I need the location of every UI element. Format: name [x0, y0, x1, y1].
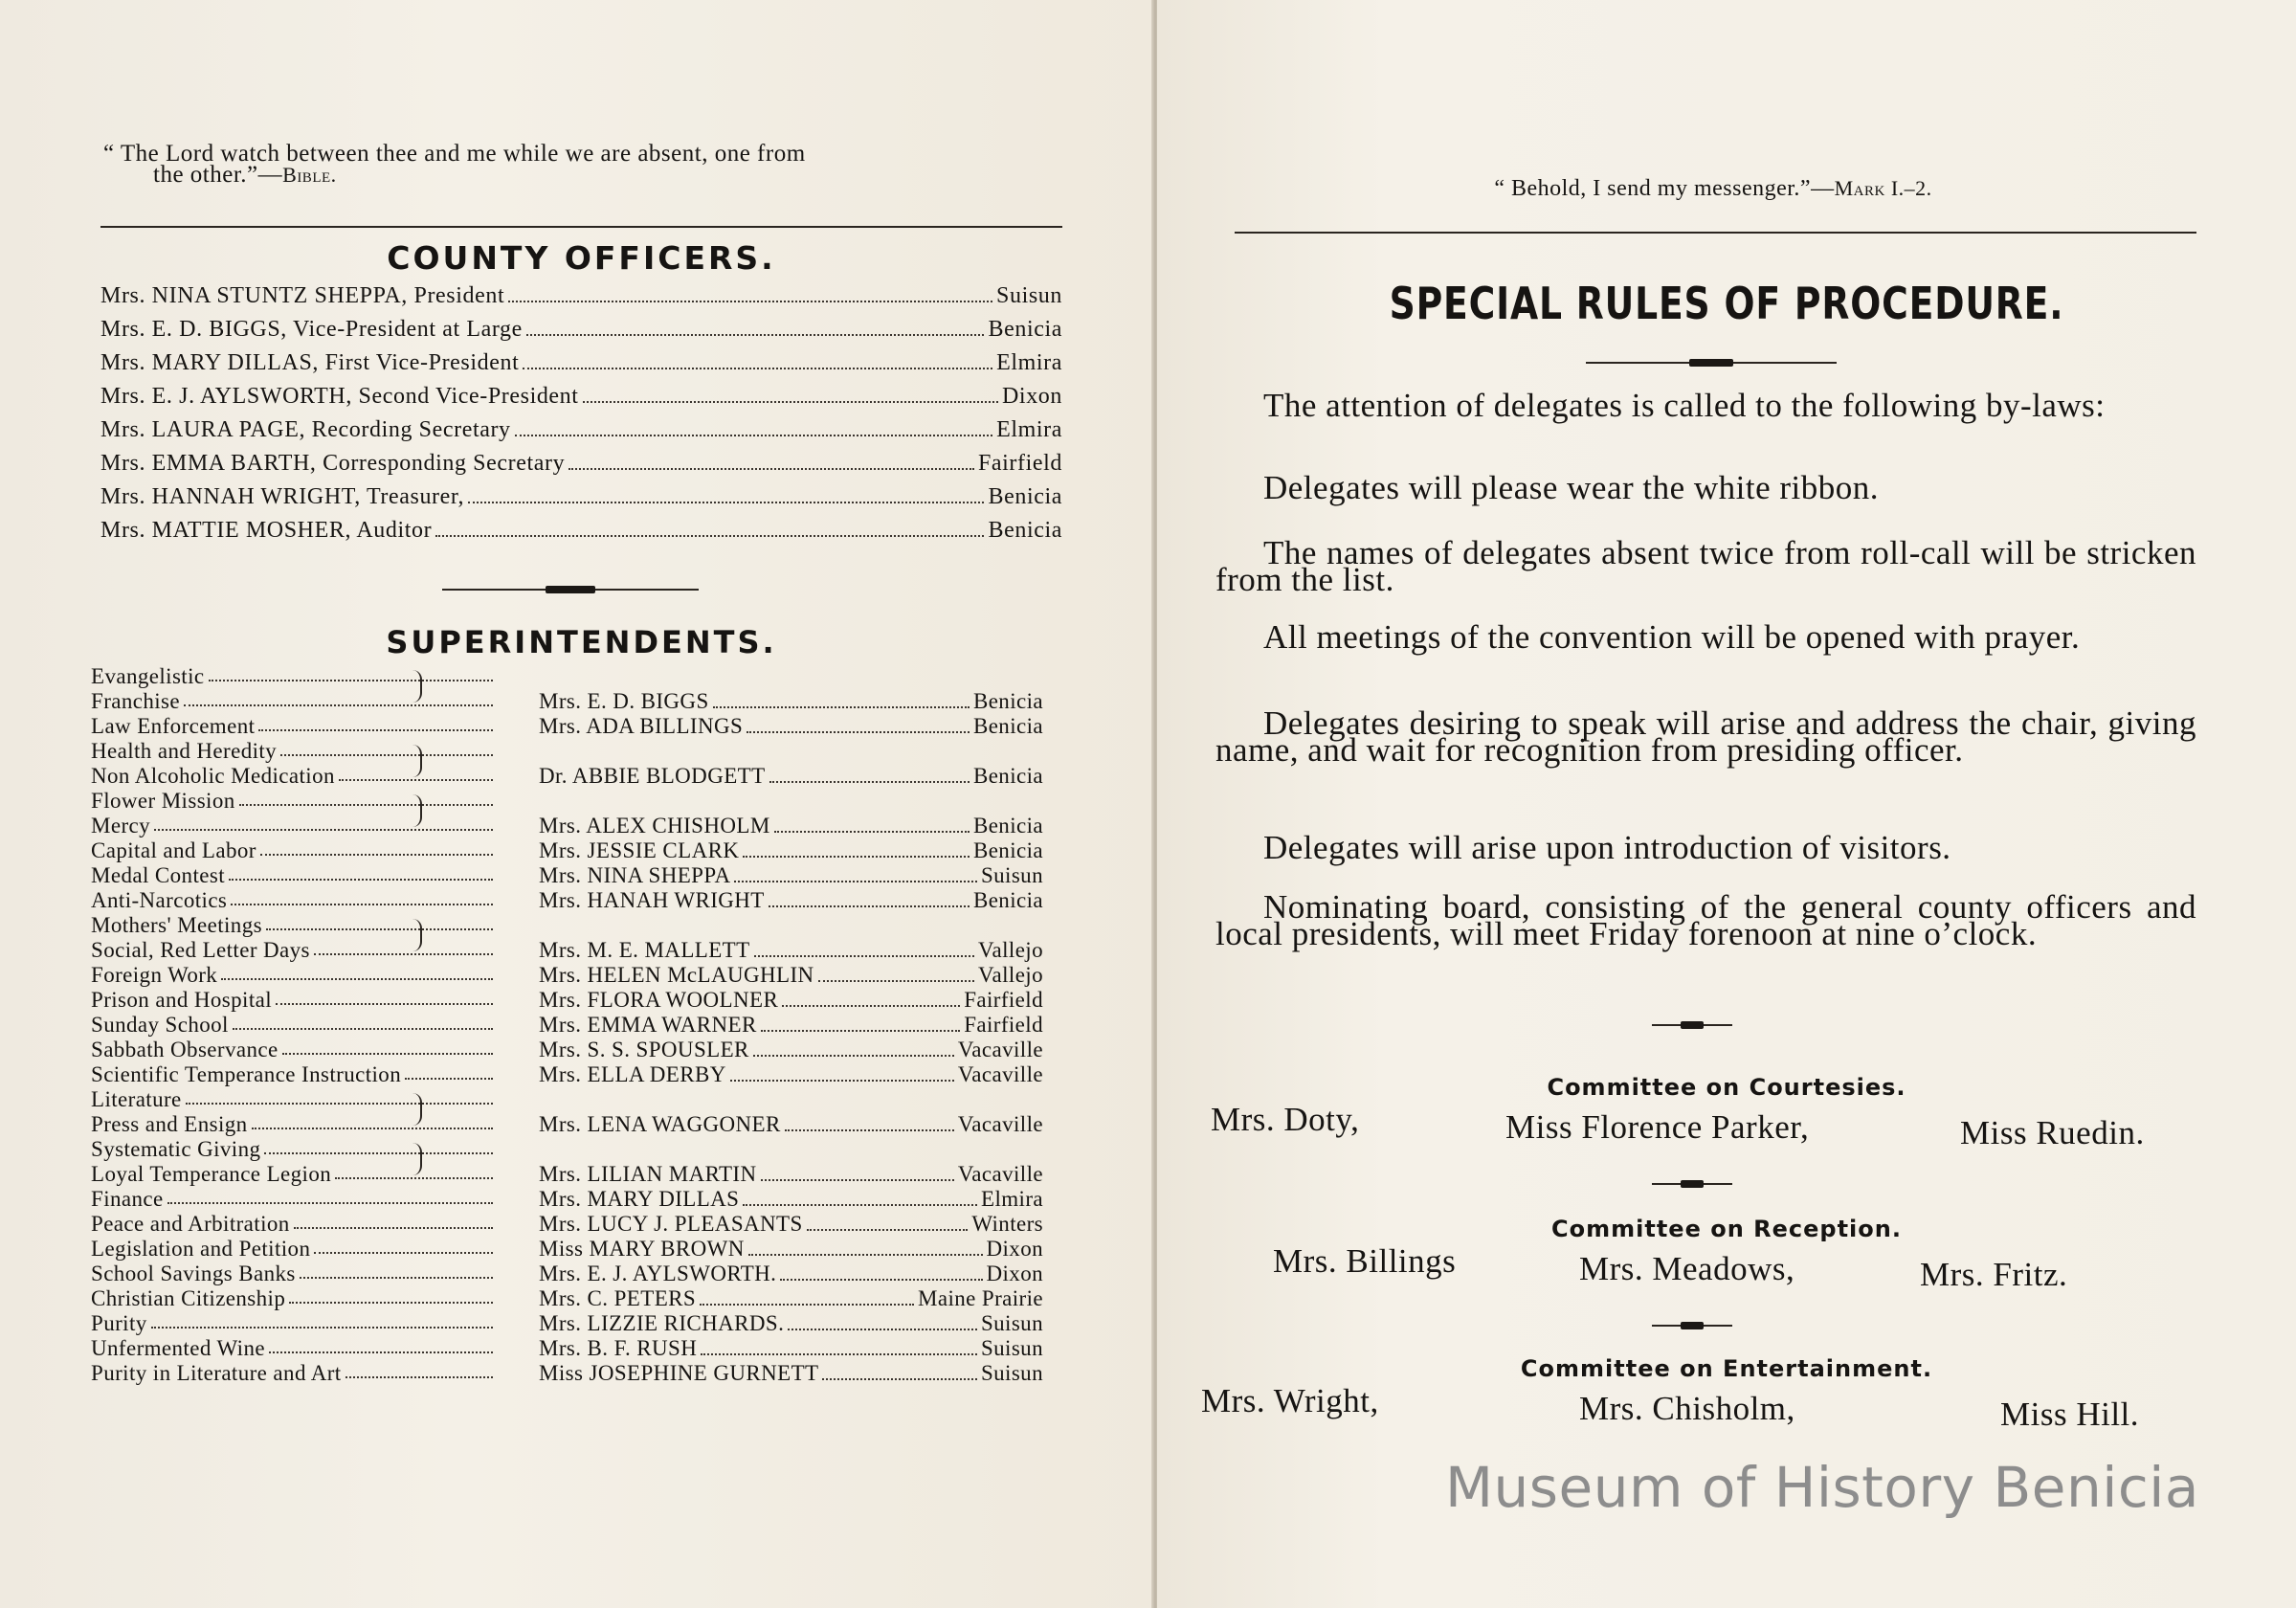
superintendent-name: Mrs. ALEX CHISHOLM — [539, 814, 770, 838]
dot-leader — [252, 1128, 493, 1129]
department-name: Evangelistic — [91, 664, 205, 688]
superintendent-name: Mrs. FLORA WOOLNER — [539, 988, 779, 1012]
dot-leader — [339, 779, 493, 781]
committee-member: Miss Ruedin. — [1960, 1114, 2145, 1151]
rules-heading: SPECIAL RULES OF PROCEDURE. — [1389, 278, 2064, 329]
committee-ornament — [1652, 1020, 1732, 1030]
dot-leader — [769, 890, 970, 907]
superintendent-row — [91, 1237, 1043, 1262]
department-name: Sabbath Observance — [91, 1038, 279, 1061]
superintendent-row — [91, 1162, 1043, 1187]
superintendent-row — [91, 963, 1043, 988]
dot-leader — [774, 815, 970, 833]
superintendent-name: Mrs. E. J. AYLSWORTH. — [539, 1262, 777, 1285]
right-epigraph-text: “ Behold, I send my messenger.”— — [1494, 176, 1835, 201]
superintendent-name: Mrs. JESSIE CLARK — [539, 838, 740, 862]
dot-leader — [583, 384, 998, 403]
superintendent-row — [91, 814, 1043, 838]
superintendent-row — [91, 1187, 1043, 1212]
dot-leader — [468, 484, 984, 503]
committee-member: Mrs. Wright, — [1201, 1382, 1379, 1419]
superintendent-place: Suisun — [980, 1311, 1043, 1335]
department-name: Press and Ensign — [91, 1112, 248, 1136]
dot-leader — [221, 978, 493, 980]
officer-place: Fairfield — [977, 451, 1062, 476]
right-header-rule — [1235, 232, 2196, 234]
officer-row — [100, 317, 1062, 349]
officer-place: Dixon — [1002, 384, 1062, 409]
dot-leader — [807, 1214, 969, 1231]
dot-leader — [754, 940, 974, 957]
committee-ornament — [1652, 1179, 1732, 1189]
dot-leader — [818, 965, 975, 982]
dot-leader — [568, 451, 974, 470]
officer-place: Benicia — [988, 484, 1062, 509]
rule-white-ribbon: Delegates will please wear the white ribbon. — [1263, 469, 1880, 506]
superintendent-row — [91, 1087, 1043, 1112]
committee-member: Mrs. Doty, — [1211, 1101, 1360, 1138]
rules-ornament — [1586, 358, 1837, 368]
superintendent-name: Mrs. NINA SHEPPA — [539, 863, 731, 887]
department-name: Peace and Arbitration — [91, 1212, 290, 1236]
superintendent-row — [91, 789, 1043, 814]
right-epigraph — [1235, 178, 2192, 199]
officer-place: Elmira — [996, 350, 1062, 375]
superintendent-row — [91, 863, 1043, 888]
superintendent-row — [91, 714, 1043, 739]
dot-leader — [747, 716, 970, 733]
department-name: Mothers' Meetings — [91, 913, 262, 937]
brace-flower-mercy — [407, 794, 422, 827]
officer-row — [100, 384, 1062, 416]
officer-row — [100, 484, 1062, 517]
committee-member: Miss Hill. — [2000, 1396, 2140, 1433]
dot-leader — [743, 840, 970, 858]
dot-leader — [229, 879, 493, 881]
department-name: Non Alcoholic Medication — [91, 764, 335, 788]
dot-leader — [405, 1078, 493, 1080]
dot-leader — [743, 1189, 977, 1206]
superintendent-row — [91, 1336, 1043, 1361]
department-name: Prison and Hospital — [91, 988, 273, 1012]
dot-leader — [233, 1028, 493, 1030]
department-name: Purity — [91, 1311, 147, 1335]
officer-name: Mrs. EMMA BARTH, Corresponding Secretary — [100, 451, 566, 476]
officers-heading: COUNTY OFFICERS. — [387, 239, 776, 277]
superintendent-row — [91, 1038, 1043, 1062]
dot-leader — [730, 1064, 954, 1082]
dot-leader — [154, 829, 493, 831]
superintendent-row — [91, 1212, 1043, 1237]
dot-leader — [186, 1103, 493, 1105]
superintendent-name: Mrs. M. E. MALLETT — [539, 938, 750, 962]
dot-leader — [748, 1239, 983, 1256]
dot-leader — [515, 417, 992, 436]
superintendent-name: Mrs. S. S. SPOUSLER — [539, 1038, 749, 1061]
superintendent-place: Vallejo — [978, 938, 1043, 962]
superintendent-name: Mrs. ADA BILLINGS — [539, 714, 744, 738]
superintendent-place: Suisun — [980, 863, 1043, 887]
department-name: Law Enforcement — [91, 714, 256, 738]
superintendent-place: Benicia — [972, 888, 1043, 912]
committee-title: Committee on Entertainment. — [1520, 1355, 1933, 1382]
dot-leader — [280, 754, 493, 756]
rule-prayer: All meetings of the convention will be opened with prayer. — [1263, 618, 2081, 656]
officer-place: Benicia — [988, 317, 1062, 342]
left-header-rule — [100, 226, 1062, 228]
superintendent-row — [91, 1062, 1043, 1087]
officer-name: Mrs. LAURA PAGE, Recording Secretary — [100, 417, 511, 442]
department-name: Flower Mission — [91, 789, 235, 813]
dot-leader — [300, 1277, 493, 1279]
officer-row — [100, 350, 1062, 383]
brace-literature-press — [407, 1093, 422, 1126]
officer-place: Elmira — [996, 417, 1062, 442]
superintendent-name: Mrs. B. F. RUSH — [539, 1336, 698, 1360]
museum-watermark: Museum of History Benicia — [1445, 1455, 2199, 1520]
superintendent-row — [91, 938, 1043, 963]
superintendent-place: Benicia — [972, 689, 1043, 713]
superintendent-name: Mrs. LIZZIE RICHARDS. — [539, 1311, 785, 1335]
department-name: Legislation and Petition — [91, 1237, 311, 1261]
dot-leader — [788, 1313, 977, 1330]
superintendent-place: Fairfield — [964, 1013, 1043, 1037]
officer-name: Mrs. MARY DILLAS, First Vice-President — [100, 350, 520, 375]
dot-leader — [785, 1114, 954, 1131]
dot-leader — [734, 865, 976, 882]
dot-leader — [314, 953, 493, 955]
dot-leader — [258, 729, 493, 731]
department-name: Christian Citizenship — [91, 1286, 286, 1310]
dot-leader — [761, 1015, 960, 1032]
superintendent-name: Miss JOSEPHINE GURNETT — [539, 1361, 819, 1385]
dot-leader — [184, 704, 493, 706]
left-epigraph — [103, 141, 1070, 188]
department-name: Sunday School — [91, 1013, 229, 1037]
dot-leader — [700, 1288, 914, 1306]
department-name: Purity in Literature and Art — [91, 1361, 342, 1385]
dot-leader — [346, 1376, 493, 1378]
rule-speaking: Delegates desiring to speak will arise and address the chair, giving name, and wait for recognition from presiding officer. — [1215, 704, 2196, 769]
left-epigraph-line2: the other.”— — [153, 162, 283, 188]
superintendent-place: Vacaville — [957, 1162, 1043, 1186]
dot-leader — [314, 1252, 493, 1254]
superintendent-name: Mrs. LENA WAGGONER — [539, 1112, 781, 1136]
dot-leader — [269, 1351, 493, 1353]
department-name: Anti-Narcotics — [91, 888, 228, 912]
superintendent-row — [91, 913, 1043, 938]
superintendent-row — [91, 739, 1043, 764]
superintendent-place: Suisun — [980, 1361, 1043, 1385]
superintendent-place: Suisun — [980, 1336, 1043, 1360]
dot-leader — [151, 1327, 493, 1329]
officer-place: Suisun — [996, 283, 1062, 308]
superintendent-name: Mrs. HELEN McLAUGHLIN — [539, 963, 814, 987]
dot-leader — [769, 766, 970, 783]
dot-leader — [780, 1263, 982, 1281]
superintendent-row — [91, 838, 1043, 863]
superintendent-name: Mrs. LILIAN MARTIN — [539, 1162, 757, 1186]
committee-member: Mrs. Billings — [1273, 1242, 1457, 1280]
dot-leader — [523, 350, 992, 369]
superintendent-place: Vacaville — [957, 1038, 1043, 1061]
superintendent-row — [91, 1361, 1043, 1386]
department-name: Loyal Temperance Legion — [91, 1162, 332, 1186]
superintendent-name: Dr. ABBIE BLODGETT — [539, 764, 766, 788]
superintendent-place: Benicia — [972, 714, 1043, 738]
superintendent-place: Benicia — [972, 838, 1043, 862]
department-name: Unfermented Wine — [91, 1336, 265, 1360]
department-name: Medal Contest — [91, 863, 225, 887]
committee-title: Committee on Reception. — [1551, 1216, 1902, 1242]
superintendent-row — [91, 1311, 1043, 1336]
dot-leader — [526, 317, 985, 336]
committee-member: Mrs. Chisholm, — [1579, 1390, 1795, 1427]
dot-leader — [167, 1202, 493, 1204]
superintendent-row — [91, 1262, 1043, 1286]
superintendent-row — [91, 888, 1043, 913]
superintendent-row — [91, 1013, 1043, 1038]
dot-leader — [260, 854, 493, 856]
dot-leader — [701, 1338, 977, 1355]
dot-leader — [276, 1003, 493, 1005]
dot-leader — [231, 904, 493, 905]
superintendent-name: Miss MARY BROWN — [539, 1237, 745, 1261]
officer-name: Mrs. HANNAH WRIGHT, Treasurer, — [100, 484, 465, 509]
officer-row — [100, 417, 1062, 450]
dot-leader — [239, 804, 493, 806]
rule-visitors: Delegates will arise upon introduction of visitors. — [1263, 829, 1951, 866]
superintendent-name: Mrs. LUCY J. PLEASANTS — [539, 1212, 803, 1236]
dot-leader — [508, 283, 992, 302]
superintendent-place: Fairfield — [964, 988, 1043, 1012]
superintendent-place: Vacaville — [957, 1112, 1043, 1136]
ornament-divider — [442, 585, 699, 594]
officer-name: Mrs. E. D. BIGGS, Vice-President at Large — [100, 317, 523, 342]
superintendent-place: Vacaville — [957, 1062, 1043, 1086]
officer-row — [100, 283, 1062, 316]
department-name: Finance — [91, 1187, 164, 1211]
superintendent-name: Mrs. HANAH WRIGHT — [539, 888, 765, 912]
rule-roll-call: The names of delegates absent twice from roll-call will be stricken from the list. — [1215, 534, 2196, 598]
dot-leader — [753, 1039, 954, 1057]
right-epigraph-source: Mark I.–2. — [1834, 176, 1932, 200]
department-name: Scientific Temperance Instruction — [91, 1062, 402, 1086]
committee-ornament — [1652, 1321, 1732, 1330]
superintendent-place: Elmira — [981, 1187, 1043, 1211]
officer-place: Benicia — [988, 518, 1062, 543]
dot-leader — [294, 1227, 493, 1229]
officer-name: Mrs. E. J. AYLSWORTH, Second Vice-President — [100, 384, 579, 409]
superintendent-row — [91, 988, 1043, 1013]
department-name: Franchise — [91, 689, 181, 713]
superintendent-row — [91, 764, 1043, 789]
department-name: Health and Heredity — [91, 739, 278, 763]
committee-member: Mrs. Meadows, — [1579, 1250, 1795, 1287]
superintendent-row — [91, 1137, 1043, 1162]
department-name: Foreign Work — [91, 963, 218, 987]
superintendent-place: Dixon — [986, 1237, 1043, 1261]
superintendent-row — [91, 1286, 1043, 1311]
officer-row — [100, 518, 1062, 550]
rules-intro: The attention of delegates is called to the following by-laws: — [1263, 387, 2106, 424]
department-name: Capital and Labor — [91, 838, 256, 862]
superintendent-row — [91, 1112, 1043, 1137]
dot-leader — [435, 518, 984, 537]
superintendent-name: Mrs. ELLA DERBY — [539, 1062, 726, 1086]
superintendent-row — [91, 664, 1043, 689]
superintendent-place: Maine Prairie — [917, 1286, 1043, 1310]
superintendent-place: Winters — [971, 1212, 1043, 1236]
department-name: Literature — [91, 1087, 182, 1111]
superintendent-place: Benicia — [972, 764, 1043, 788]
committee-member: Miss Florence Parker, — [1505, 1108, 1810, 1146]
officer-row — [100, 451, 1062, 483]
dot-leader — [282, 1053, 493, 1055]
brace-giving-legion — [407, 1143, 422, 1175]
officer-name: Mrs. MATTIE MOSHER, Auditor — [100, 518, 433, 543]
department-name: Social, Red Letter Days — [91, 938, 310, 962]
superintendent-place: Dixon — [986, 1262, 1043, 1285]
committee-member: Mrs. Fritz. — [1920, 1256, 2068, 1293]
dot-leader — [335, 1177, 493, 1179]
superintendent-row — [91, 689, 1043, 714]
department-name: School Savings Banks — [91, 1262, 296, 1285]
dot-leader — [289, 1302, 493, 1304]
dot-leader — [266, 928, 493, 930]
dot-leader — [822, 1363, 976, 1380]
dot-leader — [761, 1164, 954, 1181]
dot-leader — [713, 691, 970, 708]
dot-leader — [209, 680, 493, 681]
committee-title: Committee on Courtesies. — [1547, 1074, 1906, 1101]
rule-nominating-board: Nominating board, consisting of the general county officers and local presidents, will meet Friday forenoon at nine o’clock. — [1215, 888, 2196, 952]
dot-leader — [264, 1152, 493, 1154]
brace-health-medication — [407, 745, 422, 777]
superintendent-name: Mrs. E. D. BIGGS — [539, 689, 709, 713]
superintendent-place: Benicia — [972, 814, 1043, 838]
superintendent-name: Mrs. MARY DILLAS — [539, 1187, 740, 1211]
left-epigraph-source: Bible. — [282, 163, 337, 187]
superintendent-place: Vallejo — [978, 963, 1043, 987]
superintendent-name: Mrs. EMMA WARNER — [539, 1013, 757, 1037]
superintendent-name: Mrs. C. PETERS — [539, 1286, 697, 1310]
left-epigraph-line1: “ The Lord watch between thee and me while we are absent, one from — [103, 141, 806, 167]
dot-leader — [782, 990, 960, 1007]
superintendents-heading: SUPERINTENDENTS. — [386, 624, 777, 660]
brace-evangelistic-franchise — [407, 670, 422, 703]
brace-mothers-social — [407, 919, 422, 951]
department-name: Systematic Giving — [91, 1137, 261, 1161]
department-name: Mercy — [91, 814, 151, 838]
officer-name: Mrs. NINA STUNTZ SHEPPA, President — [100, 283, 505, 308]
